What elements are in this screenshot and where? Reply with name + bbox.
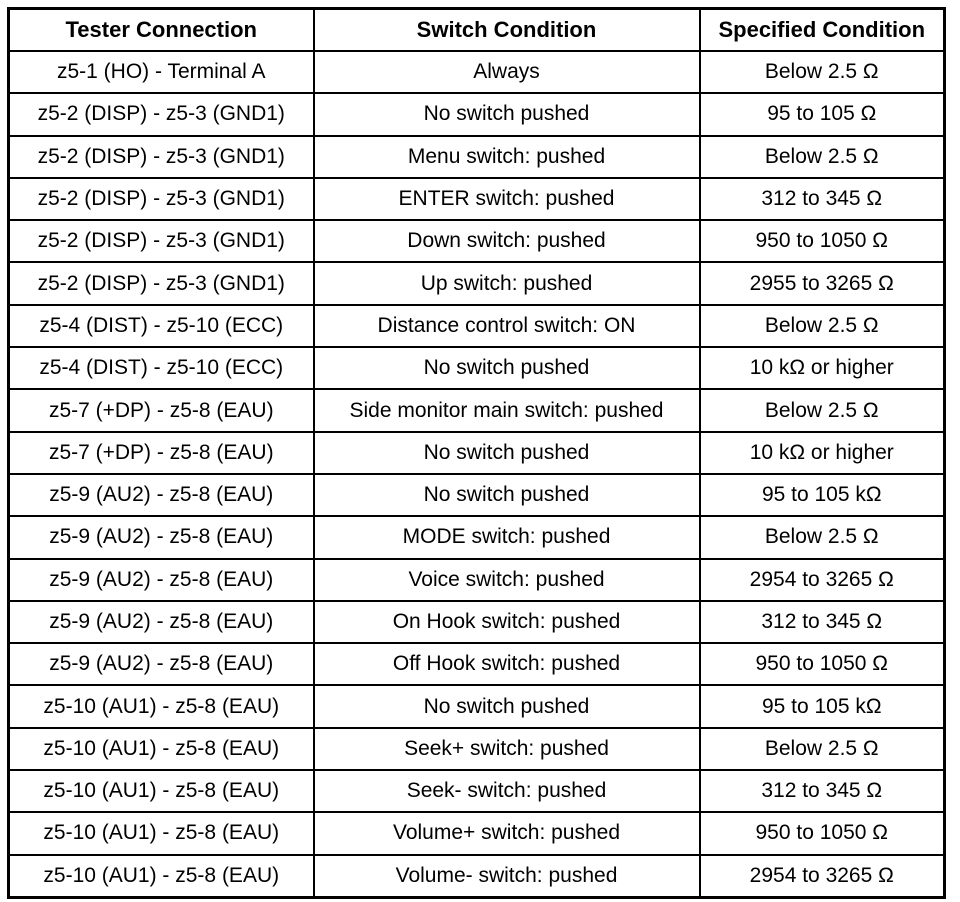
table-row bbox=[9, 643, 945, 685]
table-body bbox=[9, 51, 945, 897]
cell-specified-condition: Below 2.5 Ω bbox=[700, 728, 945, 770]
cell-specified-condition: Below 2.5 Ω bbox=[700, 51, 945, 93]
cell-tester-connection: z5-1 (HO) - Terminal A bbox=[9, 51, 314, 93]
cell-tester-connection: z5-10 (AU1) - z5-8 (EAU) bbox=[9, 812, 314, 854]
cell-tester-connection: z5-10 (AU1) - z5-8 (EAU) bbox=[9, 685, 314, 727]
cell-tester-connection: z5-2 (DISP) - z5-3 (GND1) bbox=[9, 178, 314, 220]
table-row bbox=[9, 601, 945, 643]
table-row bbox=[9, 220, 945, 262]
cell-tester-connection: z5-9 (AU2) - z5-8 (EAU) bbox=[9, 559, 314, 601]
cell-tester-connection: z5-2 (DISP) - z5-3 (GND1) bbox=[9, 93, 314, 135]
cell-tester-connection: z5-2 (DISP) - z5-3 (GND1) bbox=[9, 262, 314, 304]
cell-specified-condition: 950 to 1050 Ω bbox=[700, 643, 945, 685]
table-row bbox=[9, 516, 945, 558]
cell-specified-condition: Below 2.5 Ω bbox=[700, 136, 945, 178]
cell-tester-connection: z5-10 (AU1) - z5-8 (EAU) bbox=[9, 770, 314, 812]
cell-switch-condition: Volume+ switch: pushed bbox=[314, 812, 700, 854]
cell-tester-connection: z5-9 (AU2) - z5-8 (EAU) bbox=[9, 516, 314, 558]
cell-specified-condition: 950 to 1050 Ω bbox=[700, 812, 945, 854]
table-row bbox=[9, 685, 945, 727]
table-row bbox=[9, 474, 945, 516]
cell-switch-condition: No switch pushed bbox=[314, 93, 700, 135]
switch-resistance-spec-table bbox=[7, 7, 946, 899]
cell-switch-condition: Seek- switch: pushed bbox=[314, 770, 700, 812]
cell-switch-condition: On Hook switch: pushed bbox=[314, 601, 700, 643]
table-row bbox=[9, 559, 945, 601]
cell-switch-condition: Seek+ switch: pushed bbox=[314, 728, 700, 770]
cell-tester-connection: z5-9 (AU2) - z5-8 (EAU) bbox=[9, 643, 314, 685]
specification-table-container bbox=[7, 7, 943, 899]
header-switch-condition: Switch Condition bbox=[314, 9, 700, 52]
table-row bbox=[9, 855, 945, 898]
cell-specified-condition: 2954 to 3265 Ω bbox=[700, 559, 945, 601]
cell-switch-condition: No switch pushed bbox=[314, 347, 700, 389]
cell-specified-condition: Below 2.5 Ω bbox=[700, 305, 945, 347]
cell-switch-condition: ENTER switch: pushed bbox=[314, 178, 700, 220]
cell-specified-condition: 95 to 105 Ω bbox=[700, 93, 945, 135]
table-row bbox=[9, 93, 945, 135]
cell-specified-condition: 312 to 345 Ω bbox=[700, 770, 945, 812]
cell-switch-condition: Up switch: pushed bbox=[314, 262, 700, 304]
cell-switch-condition: No switch pushed bbox=[314, 432, 700, 474]
cell-tester-connection: z5-4 (DIST) - z5-10 (ECC) bbox=[9, 305, 314, 347]
table-row bbox=[9, 136, 945, 178]
cell-tester-connection: z5-9 (AU2) - z5-8 (EAU) bbox=[9, 474, 314, 516]
cell-specified-condition: 312 to 345 Ω bbox=[700, 178, 945, 220]
cell-specified-condition: 95 to 105 kΩ bbox=[700, 685, 945, 727]
cell-specified-condition: 312 to 345 Ω bbox=[700, 601, 945, 643]
cell-switch-condition: Off Hook switch: pushed bbox=[314, 643, 700, 685]
cell-specified-condition: Below 2.5 Ω bbox=[700, 389, 945, 431]
cell-specified-condition: 2954 to 3265 Ω bbox=[700, 855, 945, 898]
header-specified-condition: Specified Condition bbox=[700, 9, 945, 52]
cell-specified-condition: 95 to 105 kΩ bbox=[700, 474, 945, 516]
cell-switch-condition: Down switch: pushed bbox=[314, 220, 700, 262]
cell-switch-condition: Distance control switch: ON bbox=[314, 305, 700, 347]
table-row bbox=[9, 770, 945, 812]
table-row bbox=[9, 347, 945, 389]
cell-tester-connection: z5-2 (DISP) - z5-3 (GND1) bbox=[9, 220, 314, 262]
cell-tester-connection: z5-10 (AU1) - z5-8 (EAU) bbox=[9, 728, 314, 770]
cell-switch-condition: Voice switch: pushed bbox=[314, 559, 700, 601]
cell-switch-condition: MODE switch: pushed bbox=[314, 516, 700, 558]
cell-switch-condition: Menu switch: pushed bbox=[314, 136, 700, 178]
cell-switch-condition: No switch pushed bbox=[314, 474, 700, 516]
table-row bbox=[9, 178, 945, 220]
table-header-row bbox=[9, 9, 945, 52]
cell-specified-condition: Below 2.5 Ω bbox=[700, 516, 945, 558]
cell-switch-condition: Volume- switch: pushed bbox=[314, 855, 700, 898]
cell-tester-connection: z5-10 (AU1) - z5-8 (EAU) bbox=[9, 855, 314, 898]
header-tester-connection: Tester Connection bbox=[9, 9, 314, 52]
cell-tester-connection: z5-2 (DISP) - z5-3 (GND1) bbox=[9, 136, 314, 178]
table-row bbox=[9, 728, 945, 770]
table-row bbox=[9, 51, 945, 93]
cell-specified-condition: 950 to 1050 Ω bbox=[700, 220, 945, 262]
table-row bbox=[9, 262, 945, 304]
table-row bbox=[9, 305, 945, 347]
cell-switch-condition: Always bbox=[314, 51, 700, 93]
cell-switch-condition: No switch pushed bbox=[314, 685, 700, 727]
cell-tester-connection: z5-7 (+DP) - z5-8 (EAU) bbox=[9, 389, 314, 431]
table-row bbox=[9, 812, 945, 854]
cell-tester-connection: z5-9 (AU2) - z5-8 (EAU) bbox=[9, 601, 314, 643]
cell-tester-connection: z5-4 (DIST) - z5-10 (ECC) bbox=[9, 347, 314, 389]
table-row bbox=[9, 432, 945, 474]
cell-specified-condition: 10 kΩ or higher bbox=[700, 432, 945, 474]
cell-specified-condition: 10 kΩ or higher bbox=[700, 347, 945, 389]
table-row bbox=[9, 389, 945, 431]
cell-specified-condition: 2955 to 3265 Ω bbox=[700, 262, 945, 304]
cell-switch-condition: Side monitor main switch: pushed bbox=[314, 389, 700, 431]
cell-tester-connection: z5-7 (+DP) - z5-8 (EAU) bbox=[9, 432, 314, 474]
